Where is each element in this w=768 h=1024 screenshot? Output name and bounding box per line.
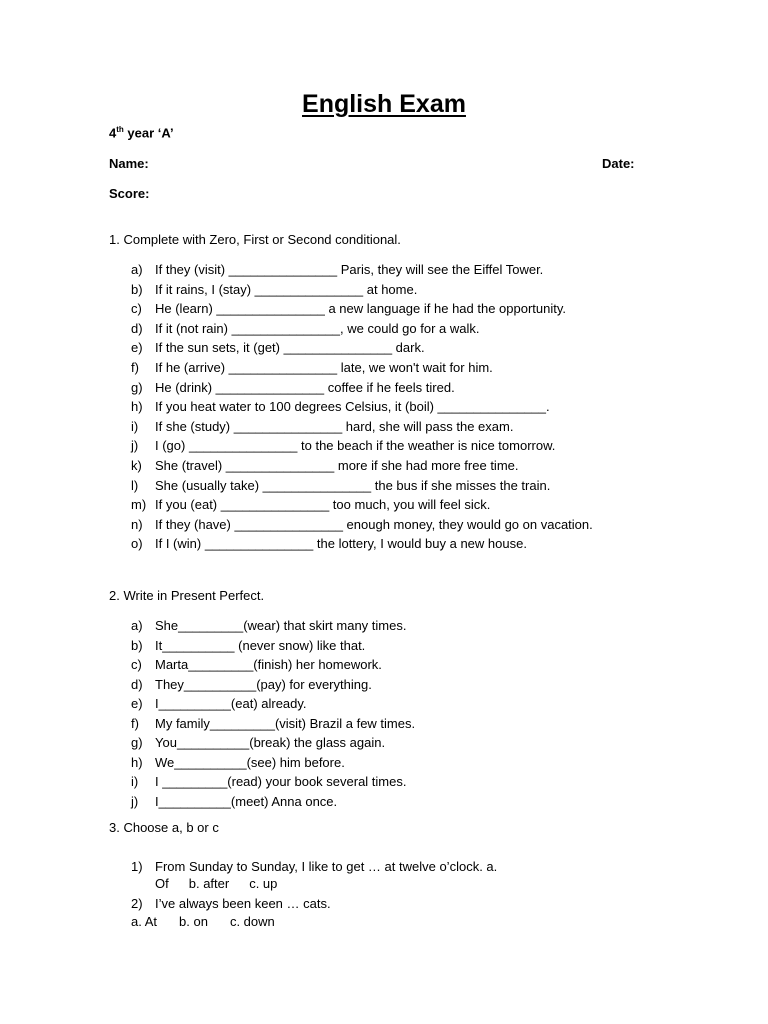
item-marker: b) xyxy=(131,637,143,653)
item-text: He (learn) _______________ a new language if he had the opportunity. xyxy=(155,301,567,317)
list-item xyxy=(131,515,593,535)
option-c: c. up xyxy=(249,876,278,891)
option-b: b. on xyxy=(179,914,208,929)
list-item xyxy=(131,476,593,496)
item-text: She (travel) _______________ more if she had more free time. xyxy=(155,457,519,473)
item-marker: j) xyxy=(131,793,139,809)
item-marker: e) xyxy=(131,340,143,356)
item-text: I (go) _______________ to the beach if the weather is nice tomorrow. xyxy=(155,438,556,454)
page-title: English Exam xyxy=(302,90,466,118)
option-b: b. after xyxy=(188,876,230,891)
list-item xyxy=(131,753,415,773)
item-text: She_________(wear) that skirt many times. xyxy=(155,618,407,633)
item-marker: a) xyxy=(131,618,143,633)
list-item xyxy=(131,338,593,358)
item-text: If it rains, I (stay) _______________ at home. xyxy=(155,281,418,297)
list-item xyxy=(131,772,415,792)
item-text: If they (visit) _______________ Paris, they will see the Eiffel Tower. xyxy=(155,262,544,277)
list-item xyxy=(131,714,415,734)
list-item xyxy=(131,655,415,675)
item-marker: h) xyxy=(131,399,143,415)
item-marker: d) xyxy=(131,676,143,692)
options-line xyxy=(131,914,295,929)
item-text: She (usually take) _______________ the bus if she misses the train. xyxy=(155,477,551,493)
item-marker: f) xyxy=(131,359,139,375)
list-item xyxy=(131,436,593,456)
list-item xyxy=(131,417,593,437)
list-item xyxy=(131,694,415,714)
item-text: We__________(see) him before. xyxy=(155,754,345,770)
section2-heading: 2. Write in Present Perfect. xyxy=(109,588,265,603)
item-marker: h) xyxy=(131,754,143,770)
item-marker: 1) xyxy=(131,859,143,874)
item-text: If it (not rain) _______________, we could go for a walk. xyxy=(155,320,480,336)
option-a: a. At xyxy=(131,914,158,929)
list-item xyxy=(131,456,593,476)
item-text: It__________ (never snow) like that. xyxy=(155,637,366,653)
list-item xyxy=(131,280,593,300)
section1-list xyxy=(131,260,593,554)
item-text: If the sun sets, it (get) _______________ dark. xyxy=(155,340,425,356)
section1-heading: 1. Complete with Zero, First or Second conditional. xyxy=(109,232,401,247)
section2-list xyxy=(131,616,415,811)
list-item xyxy=(131,733,415,753)
list-item xyxy=(131,299,593,319)
item-marker: i) xyxy=(131,774,139,789)
item-text: If you (eat) _______________ too much, you will feel sick. xyxy=(155,497,491,513)
item-text: I _________(read) your book several times. xyxy=(155,774,407,789)
score-label: Score: xyxy=(109,186,150,201)
item-text: My family_________(visit) Brazil a few times. xyxy=(155,715,416,731)
option-a: Of xyxy=(155,876,169,891)
list-item xyxy=(131,792,415,812)
question-text: I’ve always been keen … cats. xyxy=(155,896,331,911)
item-text: I__________(eat) already. xyxy=(155,696,307,711)
item-marker: l) xyxy=(131,477,139,493)
item-marker: f) xyxy=(131,715,139,731)
list-item xyxy=(131,358,593,378)
question-item xyxy=(131,858,551,892)
item-marker: e) xyxy=(131,696,143,711)
item-text: If you heat water to 100 degrees Celsius, it (boil) _______________. xyxy=(155,399,550,415)
item-marker: 2) xyxy=(131,896,143,911)
list-item xyxy=(131,495,593,515)
class-year: 4th year ‘A’ xyxy=(109,125,174,141)
list-item xyxy=(131,636,415,656)
item-marker: g) xyxy=(131,379,143,395)
item-marker: j) xyxy=(131,438,139,454)
option-c: c. down xyxy=(229,914,275,929)
item-marker: m) xyxy=(131,497,147,513)
section3-heading: 3. Choose a, b or c xyxy=(109,820,219,835)
item-marker: g) xyxy=(131,735,143,750)
section3-list xyxy=(131,858,551,912)
item-marker: c) xyxy=(131,657,142,672)
item-marker: k) xyxy=(131,457,142,473)
item-text: If they (have) _______________ enough money, they would go on vacation. xyxy=(155,516,593,532)
list-item xyxy=(131,260,593,280)
item-marker: c) xyxy=(131,301,142,317)
question-text: From Sunday to Sunday, I like to get … at twelve o’clock. a. xyxy=(155,859,498,874)
item-text: You__________(break) the glass again. xyxy=(155,735,386,750)
item-marker: b) xyxy=(131,281,143,297)
question-body xyxy=(155,858,497,892)
name-label: Name: xyxy=(109,156,149,171)
item-text: They__________(pay) for everything. xyxy=(155,676,372,692)
item-marker: i) xyxy=(131,418,139,434)
item-text: If he (arrive) _______________ late, we won't wait for him. xyxy=(155,359,493,375)
date-label: Date: xyxy=(602,156,635,171)
list-item xyxy=(131,319,593,339)
list-item xyxy=(131,534,593,554)
options-line xyxy=(155,875,497,892)
list-item xyxy=(131,616,415,636)
item-marker: o) xyxy=(131,536,143,552)
item-marker: n) xyxy=(131,516,143,532)
item-text: I__________(meet) Anna once. xyxy=(155,793,338,809)
list-item xyxy=(131,378,593,398)
question-item xyxy=(131,895,551,912)
item-marker: d) xyxy=(131,320,143,336)
list-item xyxy=(131,675,415,695)
item-text: If she (study) _______________ hard, she will pass the exam. xyxy=(155,418,514,434)
item-text: If I (win) _______________ the lottery, I would buy a new house. xyxy=(155,536,527,552)
list-item xyxy=(131,397,593,417)
item-text: He (drink) _______________ coffee if he feels tired. xyxy=(155,379,455,395)
item-text: Marta_________(finish) her homework. xyxy=(155,657,382,672)
item-marker: a) xyxy=(131,262,143,277)
